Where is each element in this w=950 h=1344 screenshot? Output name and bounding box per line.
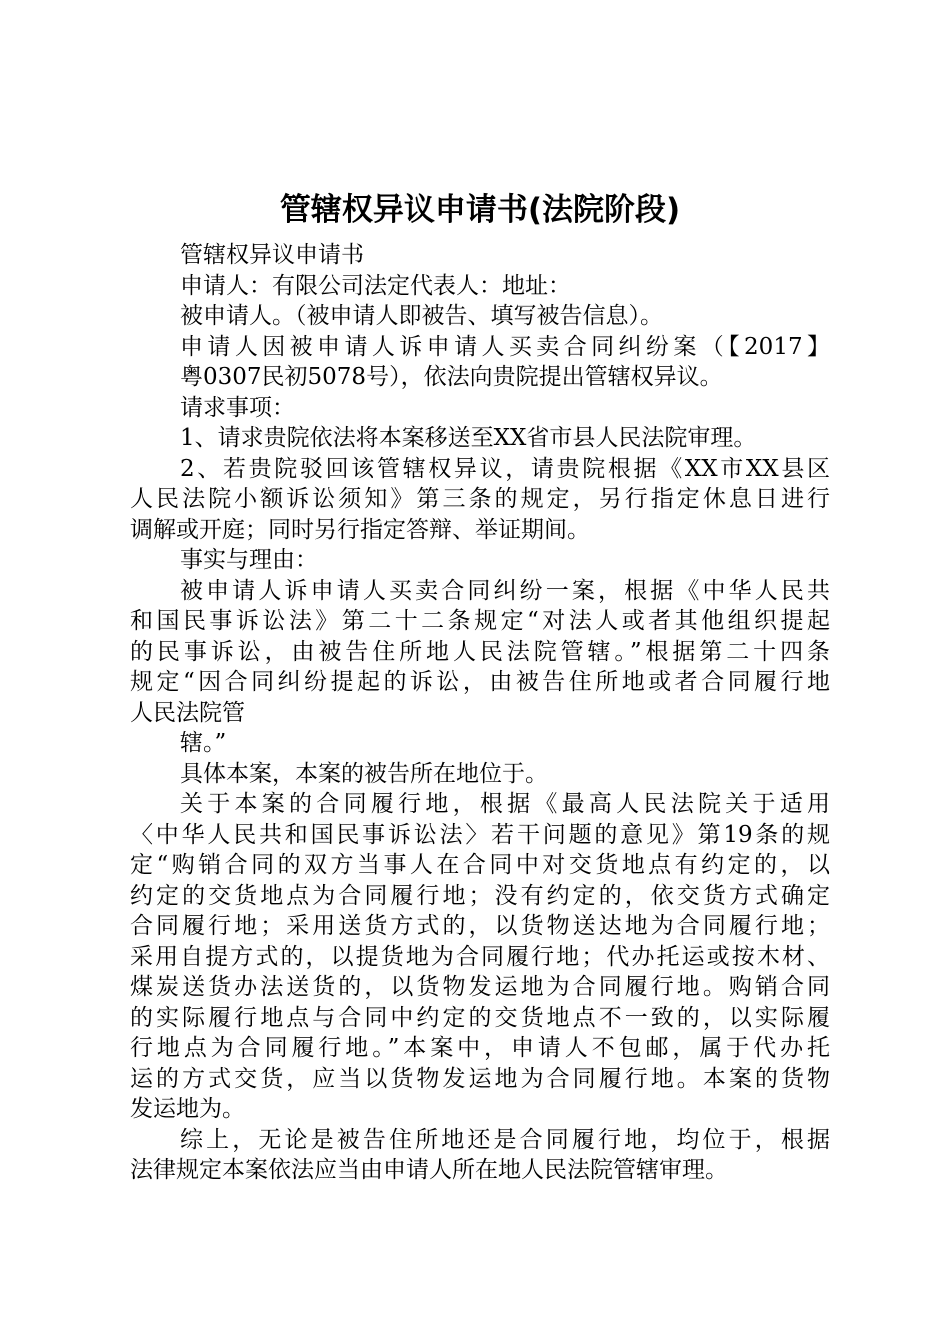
document-page <box>130 180 830 1186</box>
facts-line-3: 的民事诉讼，由被告住所地人民法院管辖。”根据第二十四条 <box>130 638 830 665</box>
performance-line-5: 合同履行地；采用送货方式的，以货物送达地为合同履行地； <box>130 913 830 939</box>
respondent-line: 被申请人。（被申请人即被告、填写被告信息）。 <box>180 303 663 329</box>
case-line-1: 申请人因被申请人诉申请人买卖合同纠纷案（【2017】 <box>180 333 830 360</box>
conclusion-line-1: 综上，无论是被告住所地还是合同履行地，均位于，根据 <box>180 1126 830 1153</box>
performance-line-4: 约定的交货地点为合同履行地；没有约定的，依交货方式确定 <box>130 882 830 909</box>
performance-line-7: 煤炭送货办法送货的，以货物发运地为合同履行地。购销合同 <box>130 974 830 1000</box>
requests-heading: 请求事项： <box>180 394 295 421</box>
facts-line-6: 辖。” <box>180 730 227 756</box>
request-2-line-1: 2、若贵院驳回该管辖权异议，请贵院根据《XX市XX县区 <box>180 455 830 482</box>
applicant-line: 申请人：有限公司法定代表人：地址： <box>180 272 571 299</box>
request-1: 1、请求贵院依法将本案移送至XX省市县人民法院审理。 <box>180 425 757 451</box>
facts-line-4: 规定“因合同纠纷提起的诉讼，由被告住所地或者合同履行地 <box>130 669 830 695</box>
performance-line-9: 行地点为合同履行地。”本案中，申请人不包邮，属于代办托 <box>130 1035 830 1061</box>
performance-line-1: 关于本案的合同履行地，根据《最高人民法院关于适用 <box>180 791 830 817</box>
performance-line-6: 采用自提方式的，以提货地为合同履行地；代办托运或按木材、 <box>130 943 830 970</box>
document-title: 管辖权异议申请书(法院阶段) <box>279 192 681 228</box>
request-2-line-3: 调解或开庭；同时另行指定答辩、举证期间。 <box>130 516 590 543</box>
facts-heading: 事实与理由： <box>180 547 318 573</box>
facts-line-1: 被申请人诉申请人买卖合同纠纷一案，根据《中华人民共 <box>180 577 830 604</box>
facts-line-5: 人民法院管 <box>130 699 245 726</box>
performance-line-3: 定“购销合同的双方当事人在合同中对交货地点有约定的，以 <box>130 852 830 878</box>
doc-heading: 管辖权异议申请书 <box>180 242 364 268</box>
performance-line-8: 的实际履行地点与合同中约定的交货地点不一致的，以实际履 <box>130 1004 830 1031</box>
performance-line-2: 〈中华人民共和国民事诉讼法〉若干问题的意见》第19条的规 <box>130 821 830 848</box>
document-body <box>130 240 830 1186</box>
facts-line-2: 和国民事诉讼法》第二十二条规定“对法人或者其他组织提起 <box>130 608 830 634</box>
performance-line-11: 发运地为。 <box>130 1096 245 1122</box>
performance-line-10: 运的方式交货，应当以货物发运地为合同履行地。本案的货物 <box>130 1065 830 1092</box>
case-line-2: 粤0307民初5078号），依法向贵院提出管辖权异议。 <box>180 364 723 390</box>
request-2-line-2: 人民法院小额诉讼须知》第三条的规定，另行指定休息日进行 <box>130 486 830 512</box>
conclusion-line-2: 法律规定本案依法应当由申请人所在地人民法院管辖审理。 <box>130 1157 728 1183</box>
defendant-location-line: 具体本案，本案的被告所在地位于。 <box>180 760 548 787</box>
